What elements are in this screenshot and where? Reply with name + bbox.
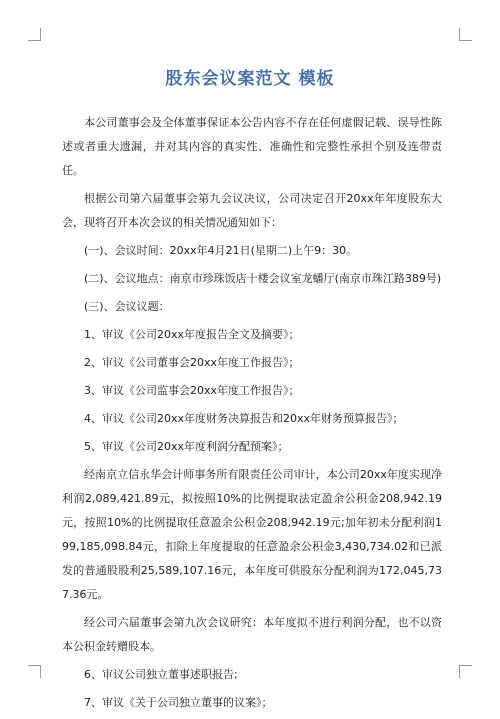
crop-mark-top-right xyxy=(459,28,472,41)
crop-mark-bottom-left xyxy=(28,665,41,678)
crop-mark-top-left xyxy=(28,28,41,41)
crop-mark-bottom-right xyxy=(459,665,472,678)
paragraph-meeting-time: (一)、会议时间：20xx年4月21日(星期二)上午9：30。 xyxy=(84,244,358,257)
paragraph-audit-profit: 经南京立信永华会计师事务所有限责任公司审计，本公司20xx年度实现净利润2,089,421.89元，拟按照10%的比例提取法定盈余公积金208,942.19元，按照10%的比例提取任意盈余公积金208,942.19元;加年初未分配利润199,185,098.84元，扣除上年度提取的任意盈余公积金3,430,734.02和已派发的普通股股利25,589,107.16元，本年度可供股东分配利润为172,045,737.36元。 xyxy=(62,468,442,601)
document-body xyxy=(62,111,442,719)
agenda-item-1: 1、审议《公司20xx年度报告全文及摘要》； xyxy=(84,328,300,341)
paragraph-meeting-location: (二)、会议地点：南京市珍珠饭店十楼会议室龙蟠厅(南京市珠江路389号) xyxy=(84,272,442,285)
agenda-item-7: 7、审议《关于公司独立董事的议案》； xyxy=(84,696,273,709)
agenda-item-5: 5、审议《公司20xx年度利润分配预案》； xyxy=(84,440,289,453)
paragraph-no-distribution: 经公司六届董事会第九次会议研究：本年度拟不进行利润分配，也不以资本公积金转赠股本。 xyxy=(62,616,442,653)
document-title: 股东会议案范文 模板 xyxy=(165,69,335,89)
paragraph-agenda-heading: (三)、会议议题： xyxy=(84,300,170,313)
paragraph-disclaimer: 本公司董事会及全体董事保证本公告内容不存在任何虚假记载、误导性陈述或者重大遗漏，并对其内容的真实性、准确性和完整性承担个别及连带责任。 xyxy=(62,116,442,177)
paragraph-notice-intro: 根据公司第六届董事会第九会议决议，公司决定召开20xx年年度股东大会，现将召开本次会议的相关情况通知如下： xyxy=(62,192,442,229)
agenda-item-2: 2、审议《公司董事会20xx年度工作报告》； xyxy=(84,356,300,369)
agenda-item-4: 4、审议《公司20xx年度财务决算报告和20xx年财务预算报告》； xyxy=(84,412,404,425)
agenda-item-6: 6、审议公司独立董事述职报告; xyxy=(84,668,238,681)
agenda-item-3: 3、审议《公司监事会20xx年度工作报告》； xyxy=(84,384,300,397)
